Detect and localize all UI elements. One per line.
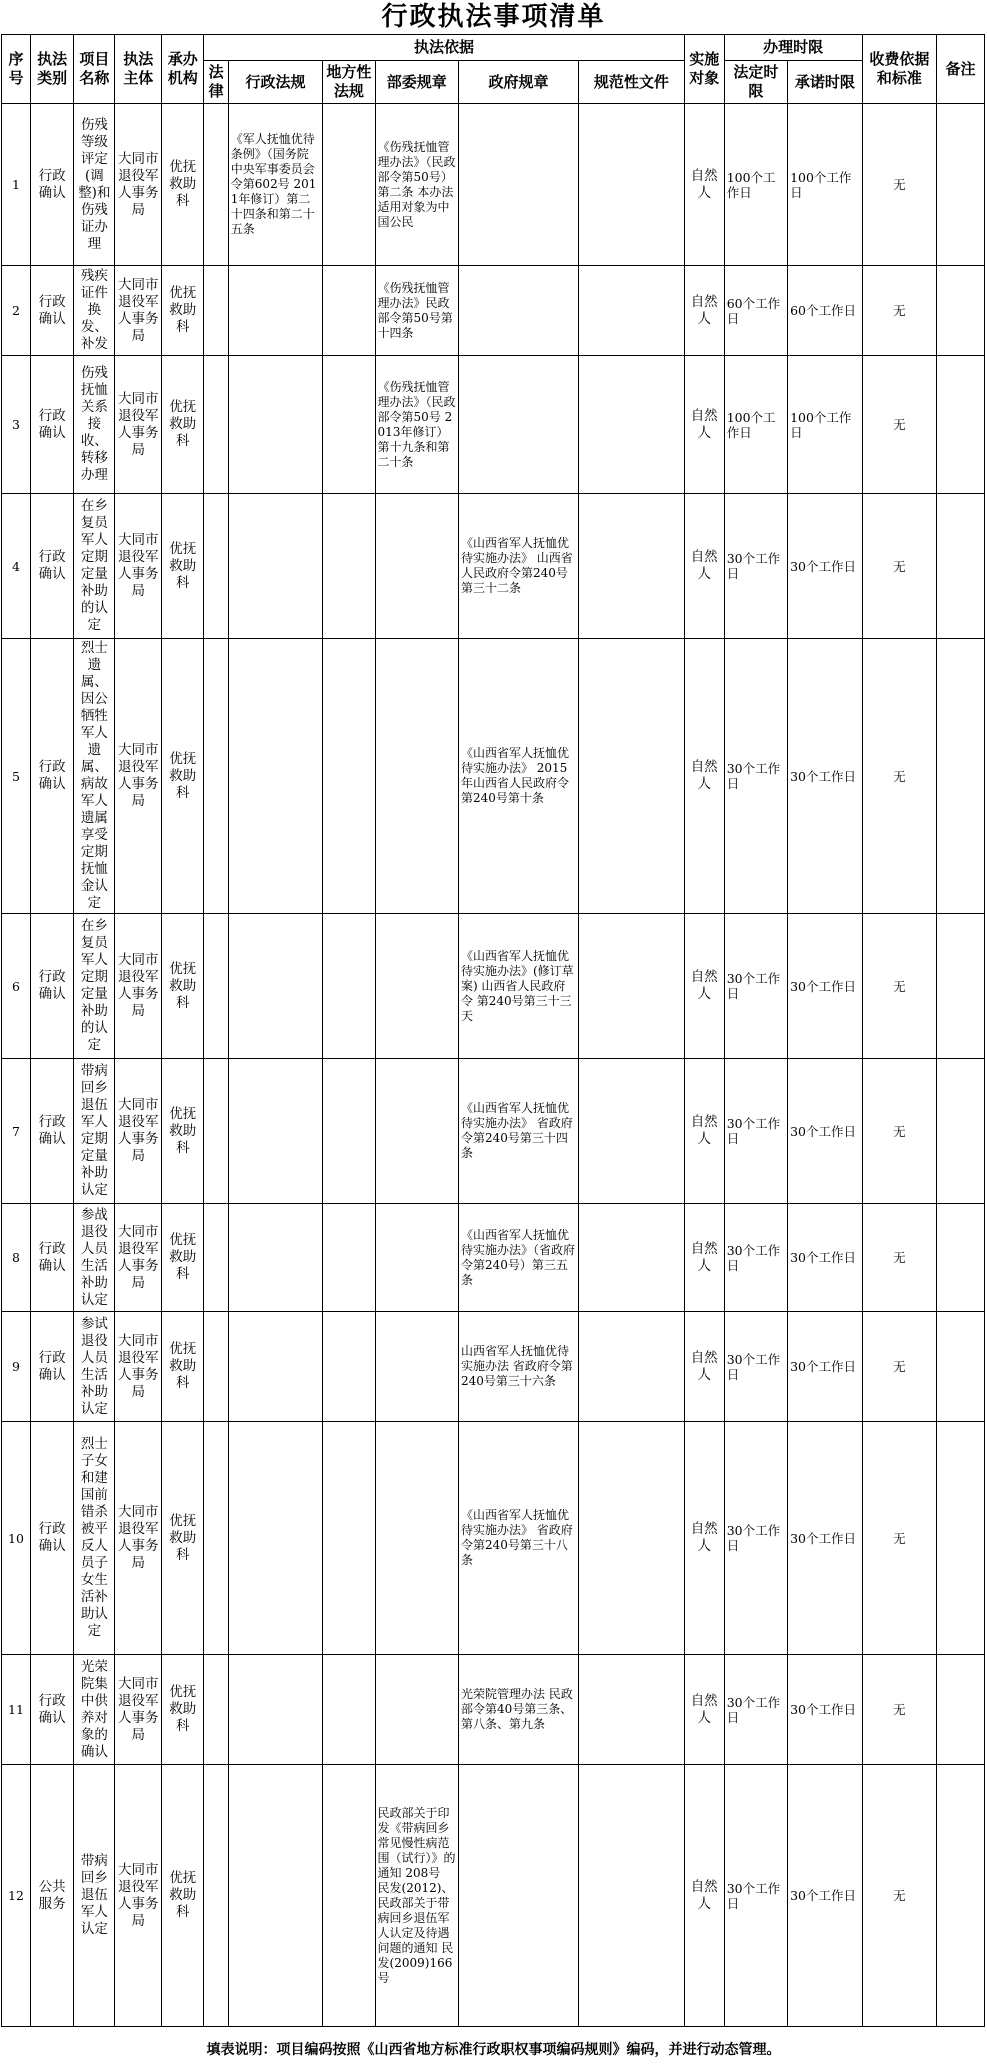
header-category: 执法类别: [30, 35, 73, 104]
cell-fee: 无: [862, 639, 936, 914]
header-admin-reg: 行政法规: [228, 61, 323, 104]
header-seq: 序号: [2, 35, 31, 104]
cell-remark: [937, 1422, 985, 1655]
cell-fee: 无: [862, 1059, 936, 1204]
cell-target: 自然人: [684, 639, 724, 914]
cell-local-reg: [323, 1422, 375, 1655]
cell-legal-time: 30个工作日: [724, 1059, 787, 1204]
cell-promise-time: 30个工作日: [788, 1059, 863, 1204]
cell-admin-reg: [228, 1655, 323, 1765]
header-agency: 承办机构: [162, 35, 204, 104]
cell-norm-doc: [579, 1312, 685, 1422]
table-row: [2, 1422, 985, 1655]
cell-target: 自然人: [684, 1422, 724, 1655]
cell-local-reg: [323, 266, 375, 356]
cell-law: [204, 104, 228, 266]
cell-dept-rule: 《伤残抚恤管理办法》（民政部令第50号）第二条 本办法适用对象为中国公民: [375, 104, 458, 266]
cell-admin-reg: [228, 266, 323, 356]
cell-item-name: 残疾证件换发、补发: [74, 266, 115, 356]
cell-seq: 3: [2, 356, 31, 494]
cell-dept-rule: [375, 1312, 458, 1422]
header-target: 实施对象: [684, 35, 724, 104]
header-legal-time: 法定时限: [724, 61, 787, 104]
cell-agency: 优抚救助科: [162, 1312, 204, 1422]
cell-promise-time: 30个工作日: [788, 494, 863, 639]
cell-seq: 11: [2, 1655, 31, 1765]
table-row: [2, 104, 985, 266]
cell-norm-doc: [579, 1765, 685, 2027]
cell-remark: [937, 494, 985, 639]
cell-target: 自然人: [684, 1765, 724, 2027]
cell-promise-time: 100个工作日: [788, 356, 863, 494]
cell-fee: 无: [862, 1312, 936, 1422]
cell-subject: 大同市退役军人事务局: [115, 1655, 162, 1765]
cell-law: [204, 1204, 228, 1312]
cell-norm-doc: [579, 494, 685, 639]
cell-seq: 4: [2, 494, 31, 639]
cell-dept-rule: 《伤残抚恤管理办法》（民政部令第50号 2013年修订）第十九条和第二十条: [375, 356, 458, 494]
header-item-name: 项目名称: [74, 35, 115, 104]
cell-agency: 优抚救助科: [162, 639, 204, 914]
table-row: [2, 1655, 985, 1765]
cell-item-name: 烈士子女和建国前错杀被平反人员子女生活补助认定: [74, 1422, 115, 1655]
header-basis: 执法依据: [204, 35, 684, 61]
cell-subject: 大同市退役军人事务局: [115, 1204, 162, 1312]
cell-fee: 无: [862, 914, 936, 1059]
header-fee: 收费依据和标准: [862, 35, 936, 104]
cell-subject: 大同市退役军人事务局: [115, 1422, 162, 1655]
cell-target: 自然人: [684, 1059, 724, 1204]
cell-item-name: 带病回乡退伍军人定期定量补助认定: [74, 1059, 115, 1204]
cell-subject: 大同市退役军人事务局: [115, 104, 162, 266]
cell-fee: 无: [862, 1655, 936, 1765]
table-row: [2, 1204, 985, 1312]
cell-dept-rule: [375, 494, 458, 639]
cell-local-reg: [323, 1312, 375, 1422]
cell-item-name: 参试退役人员生活补助认定: [74, 1312, 115, 1422]
cell-fee: 无: [862, 356, 936, 494]
cell-subject: 大同市退役军人事务局: [115, 639, 162, 914]
cell-local-reg: [323, 1204, 375, 1312]
cell-seq: 2: [2, 266, 31, 356]
cell-item-name: 在乡复员军人定期定量补助的认定: [74, 494, 115, 639]
cell-item-name: 烈士遗属、因公牺牲军人遗属、病故军人遗属享受定期抚恤金认定: [74, 639, 115, 914]
cell-agency: 优抚救助科: [162, 266, 204, 356]
cell-agency: 优抚救助科: [162, 494, 204, 639]
cell-remark: [937, 1765, 985, 2027]
cell-fee: 无: [862, 266, 936, 356]
cell-agency: 优抚救助科: [162, 1655, 204, 1765]
cell-local-reg: [323, 1059, 375, 1204]
table-row: [2, 1059, 985, 1204]
header-dept-rule: 部委规章: [375, 61, 458, 104]
cell-category: 行政确认: [30, 494, 73, 639]
header-promise-time: 承诺时限: [788, 61, 863, 104]
cell-category: 行政确认: [30, 1312, 73, 1422]
cell-remark: [937, 1312, 985, 1422]
cell-promise-time: 100个工作日: [788, 104, 863, 266]
cell-law: [204, 494, 228, 639]
cell-seq: 6: [2, 914, 31, 1059]
cell-agency: 优抚救助科: [162, 104, 204, 266]
cell-norm-doc: [579, 1204, 685, 1312]
cell-fee: 无: [862, 1765, 936, 2027]
cell-subject: 大同市退役军人事务局: [115, 494, 162, 639]
cell-gov-rule: 《山西省军人抚恤优待实施办法》（省政府令第240号）第三五条: [458, 1204, 578, 1312]
cell-law: [204, 266, 228, 356]
cell-gov-rule: [458, 356, 578, 494]
cell-dept-rule: 民政部关于印发《带病回乡常见慢性病范围（试行）》的通知 208号 民发(2012)、民政部关于带病回乡退伍军人认定及待遇问题的通知 民发(2009)166号: [375, 1765, 458, 2027]
table-row: [2, 914, 985, 1059]
cell-category: 行政确认: [30, 266, 73, 356]
cell-admin-reg: [228, 1765, 323, 2027]
cell-gov-rule: 光荣院管理办法 民政部令第40号第三条、第八条、第九条: [458, 1655, 578, 1765]
cell-promise-time: 30个工作日: [788, 1312, 863, 1422]
cell-target: 自然人: [684, 494, 724, 639]
cell-local-reg: [323, 494, 375, 639]
cell-promise-time: 30个工作日: [788, 1204, 863, 1312]
cell-norm-doc: [579, 639, 685, 914]
cell-agency: 优抚救助科: [162, 1204, 204, 1312]
cell-remark: [937, 1655, 985, 1765]
table-row: [2, 266, 985, 356]
cell-remark: [937, 266, 985, 356]
cell-promise-time: 30个工作日: [788, 1655, 863, 1765]
cell-category: 行政确认: [30, 1422, 73, 1655]
cell-gov-rule: 《山西省军人抚恤优待实施办法》 山西省人民政府令第240号第三十二条: [458, 494, 578, 639]
cell-item-name: 在乡复员军人定期定量补助的认定: [74, 914, 115, 1059]
cell-legal-time: 100个工作日: [724, 104, 787, 266]
cell-law: [204, 1422, 228, 1655]
cell-law: [204, 1655, 228, 1765]
cell-dept-rule: [375, 914, 458, 1059]
table-row: [2, 494, 985, 639]
cell-local-reg: [323, 1765, 375, 2027]
cell-dept-rule: [375, 1059, 458, 1204]
cell-norm-doc: [579, 1655, 685, 1765]
cell-agency: 优抚救助科: [162, 1422, 204, 1655]
table-row: [2, 639, 985, 914]
cell-legal-time: 30个工作日: [724, 914, 787, 1059]
cell-gov-rule: [458, 104, 578, 266]
header-local-reg: 地方性法规: [323, 61, 375, 104]
cell-gov-rule: 《山西省军人抚恤优待实施办法》 2015年山西省人民政府令第240号第十条: [458, 639, 578, 914]
cell-remark: [937, 1204, 985, 1312]
cell-legal-time: 30个工作日: [724, 1204, 787, 1312]
cell-agency: 优抚救助科: [162, 1059, 204, 1204]
cell-remark: [937, 104, 985, 266]
cell-promise-time: 30个工作日: [788, 1765, 863, 2027]
cell-dept-rule: [375, 1422, 458, 1655]
cell-legal-time: 60个工作日: [724, 266, 787, 356]
cell-seq: 5: [2, 639, 31, 914]
cell-item-name: 伤残抚恤关系接收、转移办理: [74, 356, 115, 494]
cell-norm-doc: [579, 1422, 685, 1655]
cell-remark: [937, 914, 985, 1059]
cell-target: 自然人: [684, 1655, 724, 1765]
cell-promise-time: 60个工作日: [788, 266, 863, 356]
cell-dept-rule: [375, 1204, 458, 1312]
header-norm-doc: 规范性文件: [579, 61, 685, 104]
cell-gov-rule: 《山西省军人抚恤优待实施办法》(修订草案) 山西省人民政府令 第240号第三十三天: [458, 914, 578, 1059]
cell-subject: 大同市退役军人事务局: [115, 914, 162, 1059]
table-row: [2, 1765, 985, 2027]
cell-remark: [937, 356, 985, 494]
cell-gov-rule: 《山西省军人抚恤优待实施办法》 省政府令第240号第三十四条: [458, 1059, 578, 1204]
header-subject: 执法主体: [115, 35, 162, 104]
page-title: 行政执法事项清单: [381, 2, 606, 32]
cell-seq: 8: [2, 1204, 31, 1312]
cell-item-name: 参战退役人员生活补助认定: [74, 1204, 115, 1312]
table-row: [2, 1312, 985, 1422]
cell-admin-reg: [228, 356, 323, 494]
header-remark: 备注: [937, 35, 985, 104]
header-gov-rule: 政府规章: [458, 61, 578, 104]
cell-remark: [937, 1059, 985, 1204]
cell-category: 行政确认: [30, 914, 73, 1059]
cell-promise-time: 30个工作日: [788, 1422, 863, 1655]
cell-target: 自然人: [684, 104, 724, 266]
cell-target: 自然人: [684, 356, 724, 494]
cell-local-reg: [323, 914, 375, 1059]
cell-law: [204, 1059, 228, 1204]
cell-admin-reg: [228, 639, 323, 914]
cell-admin-reg: [228, 1422, 323, 1655]
cell-target: 自然人: [684, 914, 724, 1059]
cell-dept-rule: [375, 639, 458, 914]
cell-subject: 大同市退役军人事务局: [115, 1312, 162, 1422]
cell-gov-rule: [458, 266, 578, 356]
cell-legal-time: 30个工作日: [724, 494, 787, 639]
cell-fee: 无: [862, 1422, 936, 1655]
cell-legal-time: 30个工作日: [724, 1765, 787, 2027]
header-law: 法律: [204, 61, 228, 104]
cell-gov-rule: 山西省军人抚恤优待实施办法 省政府令第240号第三十六条: [458, 1312, 578, 1422]
cell-target: 自然人: [684, 1312, 724, 1422]
cell-category: 行政确认: [30, 1204, 73, 1312]
cell-category: 行政确认: [30, 356, 73, 494]
cell-agency: 优抚救助科: [162, 1765, 204, 2027]
table-row: [2, 356, 985, 494]
cell-local-reg: [323, 639, 375, 914]
cell-item-name: 光荣院集中供养对象的确认: [74, 1655, 115, 1765]
cell-admin-reg: 《军人抚恤优待条例》（国务院 中央军事委员会令第602号 2011年修订）第二十四条和第二十五条: [228, 104, 323, 266]
cell-category: 公共服务: [30, 1765, 73, 2027]
cell-legal-time: 100个工作日: [724, 356, 787, 494]
cell-seq: 7: [2, 1059, 31, 1204]
cell-seq: 1: [2, 104, 31, 266]
cell-norm-doc: [579, 104, 685, 266]
cell-promise-time: 30个工作日: [788, 639, 863, 914]
cell-seq: 9: [2, 1312, 31, 1422]
cell-law: [204, 1312, 228, 1422]
cell-legal-time: 30个工作日: [724, 639, 787, 914]
cell-law: [204, 639, 228, 914]
cell-local-reg: [323, 1655, 375, 1765]
cell-law: [204, 914, 228, 1059]
cell-dept-rule: [375, 1655, 458, 1765]
cell-category: 行政确认: [30, 1059, 73, 1204]
cell-admin-reg: [228, 914, 323, 1059]
cell-gov-rule: [458, 1765, 578, 2027]
cell-subject: 大同市退役军人事务局: [115, 1059, 162, 1204]
footer-note: 填表说明：项目编码按照《山西省地方标准行政职权事项编码规则》编码，并进行动态管理。: [206, 2042, 781, 2058]
cell-promise-time: 30个工作日: [788, 914, 863, 1059]
cell-admin-reg: [228, 1204, 323, 1312]
cell-subject: 大同市退役军人事务局: [115, 266, 162, 356]
cell-seq: 12: [2, 1765, 31, 2027]
cell-subject: 大同市退役军人事务局: [115, 356, 162, 494]
cell-law: [204, 1765, 228, 2027]
cell-admin-reg: [228, 494, 323, 639]
cell-agency: 优抚救助科: [162, 914, 204, 1059]
cell-fee: 无: [862, 1204, 936, 1312]
cell-category: 行政确认: [30, 104, 73, 266]
cell-agency: 优抚救助科: [162, 356, 204, 494]
cell-legal-time: 30个工作日: [724, 1422, 787, 1655]
cell-admin-reg: [228, 1059, 323, 1204]
cell-fee: 无: [862, 104, 936, 266]
header-time: 办理时限: [724, 35, 862, 61]
cell-category: 行政确认: [30, 1655, 73, 1765]
cell-target: 自然人: [684, 266, 724, 356]
cell-norm-doc: [579, 914, 685, 1059]
cell-norm-doc: [579, 266, 685, 356]
cell-legal-time: 30个工作日: [724, 1655, 787, 1765]
cell-target: 自然人: [684, 1204, 724, 1312]
cell-law: [204, 356, 228, 494]
cell-admin-reg: [228, 1312, 323, 1422]
cell-gov-rule: 《山西省军人抚恤优待实施办法》 省政府令第240号第三十八条: [458, 1422, 578, 1655]
cell-subject: 大同市退役军人事务局: [115, 1765, 162, 2027]
cell-remark: [937, 639, 985, 914]
cell-item-name: 伤残等级评定(调整)和伤残证办理: [74, 104, 115, 266]
cell-local-reg: [323, 104, 375, 266]
cell-category: 行政确认: [30, 639, 73, 914]
cell-norm-doc: [579, 1059, 685, 1204]
cell-seq: 10: [2, 1422, 31, 1655]
cell-fee: 无: [862, 494, 936, 639]
cell-item-name: 带病回乡退伍军人认定: [74, 1765, 115, 2027]
enforcement-items-table: [1, 34, 985, 2027]
cell-norm-doc: [579, 356, 685, 494]
cell-local-reg: [323, 356, 375, 494]
cell-legal-time: 30个工作日: [724, 1312, 787, 1422]
cell-dept-rule: 《伤残抚恤管理办法》民政部令第50号第十四条: [375, 266, 458, 356]
